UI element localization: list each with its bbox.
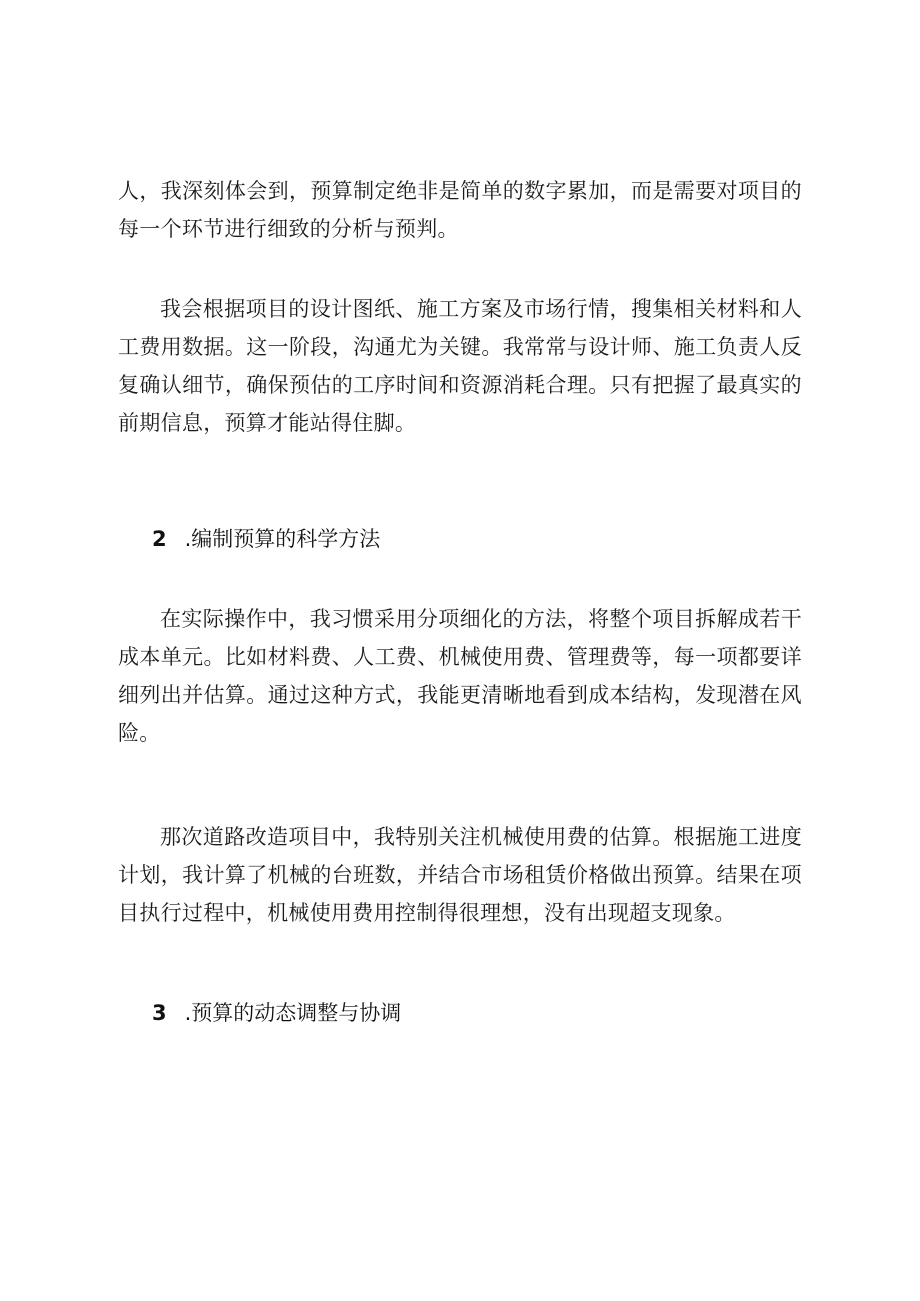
section-title: .预算的动态调整与协调	[184, 1001, 402, 1025]
section-number: 3	[152, 1001, 167, 1025]
section-title: .编制预算的科学方法	[184, 527, 381, 551]
section-heading-3	[152, 998, 401, 1028]
section-number: 2	[152, 527, 167, 551]
paragraph-road-project: 那次道路改造项目中，我特别关注机械使用费的估算。根据施工进度计划，我计算了机械的台班数，并结合市场租赁价格做出预算。结果在项目执行过程中，机械使用费用控制得很理想，没有出现超支现象。	[118, 825, 802, 925]
paragraph-data-collection: 我会根据项目的设计图纸、施工方案及市场行情，搜集相关材料和人工费用数据。这一阶段，沟通尤为关键。我常常与设计师、施工负责人反复确认细节，确保预估的工序时间和资源消耗合理。只有把握了最真实的前期信息，预算才能站得住脚。	[118, 297, 802, 435]
paragraph-continuation: 人，我深刻体会到，预算制定绝非是简单的数字累加，而是需要对项目的每一个环节进行细致的分析与预判。	[118, 179, 802, 241]
paragraph-method: 在实际操作中，我习惯采用分项细化的方法，将整个项目拆解成若干成本单元。比如材料费、人工费、机械使用费、管理费等，每一项都要详细列出并估算。通过这种方式，我能更清晰地看到成本结构，发现潜在风险。	[118, 607, 802, 745]
section-heading-2	[152, 524, 380, 554]
